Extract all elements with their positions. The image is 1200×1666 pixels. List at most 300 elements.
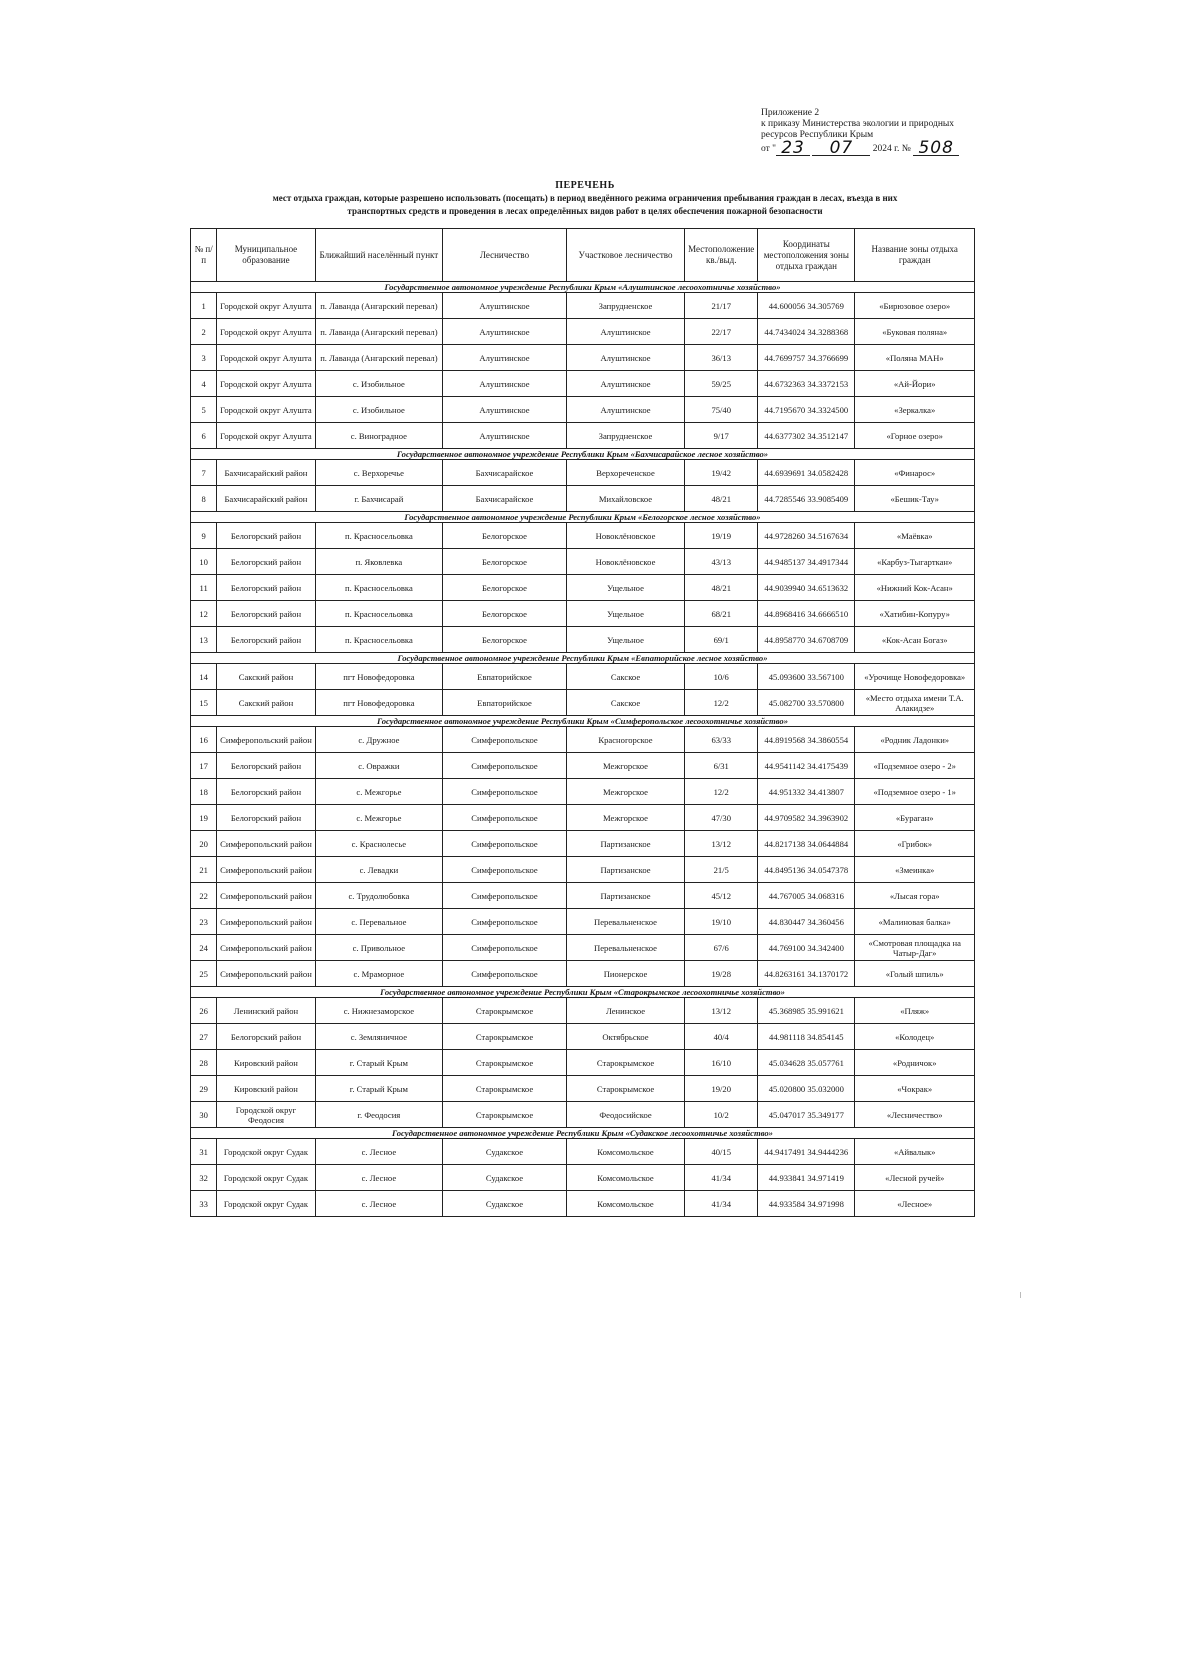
cell-zone-name: «Змеинка»	[855, 857, 975, 883]
cell-num: 9	[191, 523, 217, 549]
cell-forestry: Судакское	[443, 1191, 567, 1217]
section-header-row	[191, 449, 975, 460]
cell-location: 19/20	[685, 1076, 758, 1102]
cell-forestry: Симферопольское	[443, 961, 567, 987]
cell-zone-name: «Подземное озеро - 1»	[855, 779, 975, 805]
table-row	[191, 1102, 975, 1128]
table-row	[191, 549, 975, 575]
table-header-row	[191, 229, 975, 282]
cell-location: 68/21	[685, 601, 758, 627]
cell-forestry: Старокрымское	[443, 1024, 567, 1050]
table-row	[191, 883, 975, 909]
cell-forestry: Белогорское	[443, 575, 567, 601]
title-heading: ПЕРЕЧЕНЬ	[555, 180, 615, 191]
cell-coords: 44.8958770 34.6708709	[758, 627, 855, 653]
cell-num: 12	[191, 601, 217, 627]
cell-district-forestry: Межгорское	[566, 805, 685, 831]
cell-zone-name: «Голый шпиль»	[855, 961, 975, 987]
cell-forestry: Симферопольское	[443, 857, 567, 883]
cell-municipality: Городской округ Алушта	[217, 345, 315, 371]
table-row	[191, 319, 975, 345]
cell-municipality: Симферопольский район	[217, 831, 315, 857]
title-subtitle-line2: транспортных средств и проведения в лесах определённых видов работ в целях обеспечения пожарной безопасности	[347, 206, 823, 216]
title-subtitle-line1: мест отдыха граждан, которые разрешено использовать (посещать) в период введённого режима ограничения пребывания граждан в лесах, въезда в них	[272, 193, 898, 203]
cell-num: 18	[191, 779, 217, 805]
cell-num: 4	[191, 371, 217, 397]
cell-coords: 44.9039940 34.6513632	[758, 575, 855, 601]
table-row	[191, 831, 975, 857]
section-organization: Государственное автономное учреждение Республики Крым «Симферопольское лесоохотничье хозяйство»	[191, 716, 975, 727]
cell-zone-name: «Родник Ладонки»	[855, 727, 975, 753]
cell-settlement: с. Верхоречье	[315, 460, 443, 486]
cell-district-forestry: Перевальненское	[566, 935, 685, 961]
cell-district-forestry: Запрудненское	[566, 423, 685, 449]
cell-settlement: с. Краснолесье	[315, 831, 443, 857]
cell-coords: 44.6939691 34.0582428	[758, 460, 855, 486]
cell-forestry: Старокрымское	[443, 1102, 567, 1128]
cell-municipality: Городской округ Феодосия	[217, 1102, 315, 1128]
cell-forestry: Симферопольское	[443, 779, 567, 805]
cell-coords: 44.9485137 34.4917344	[758, 549, 855, 575]
cell-location: 19/19	[685, 523, 758, 549]
cell-district-forestry: Старокрымское	[566, 1050, 685, 1076]
cell-municipality: Городской округ Алушта	[217, 371, 315, 397]
cell-location: 40/15	[685, 1139, 758, 1165]
cell-forestry: Белогорское	[443, 601, 567, 627]
cell-location: 13/12	[685, 831, 758, 857]
cell-district-forestry: Ущельное	[566, 575, 685, 601]
cell-zone-name: «Подземное озеро - 2»	[855, 753, 975, 779]
cell-forestry: Алуштинское	[443, 319, 567, 345]
cell-municipality: Белогорский район	[217, 805, 315, 831]
cell-district-forestry: Ущельное	[566, 601, 685, 627]
cell-forestry: Судакское	[443, 1139, 567, 1165]
table-row	[191, 1191, 975, 1217]
cell-num: 28	[191, 1050, 217, 1076]
cell-settlement: с. Нижнезаморское	[315, 998, 443, 1024]
cell-coords: 45.047017 35.349177	[758, 1102, 855, 1128]
cell-district-forestry: Комсомольское	[566, 1191, 685, 1217]
cell-num: 30	[191, 1102, 217, 1128]
table-row	[191, 1076, 975, 1102]
cell-location: 9/17	[685, 423, 758, 449]
cell-zone-name: «Чокрак»	[855, 1076, 975, 1102]
date-prefix: от "	[761, 144, 777, 154]
cell-municipality: Белогорский район	[217, 523, 315, 549]
cell-municipality: Городской округ Судак	[217, 1191, 315, 1217]
scan-mark	[1020, 1292, 1021, 1298]
cell-zone-name: «Хатибин-Копуру»	[855, 601, 975, 627]
cell-location: 19/28	[685, 961, 758, 987]
cell-location: 75/40	[685, 397, 758, 423]
cell-location: 63/33	[685, 727, 758, 753]
section-header-row	[191, 653, 975, 664]
header-municipality: Муниципальное образование	[217, 229, 315, 282]
cell-forestry: Симферопольское	[443, 727, 567, 753]
handwritten-order-number: 508	[918, 138, 954, 158]
cell-coords: 45.082700 33.570800	[758, 690, 855, 716]
cell-municipality: Белогорский район	[217, 779, 315, 805]
cell-zone-name: «Родничок»	[855, 1050, 975, 1076]
cell-zone-name: «Финарос»	[855, 460, 975, 486]
cell-settlement: п. Красносельовка	[315, 523, 443, 549]
cell-settlement: с. Изобильное	[315, 371, 443, 397]
cell-num: 16	[191, 727, 217, 753]
cell-municipality: Симферопольский район	[217, 935, 315, 961]
cell-location: 47/30	[685, 805, 758, 831]
appendix-ministry: ресурсов Республики Крым	[761, 130, 874, 140]
cell-settlement: пгт Новофедоровка	[315, 664, 443, 690]
cell-forestry: Симферопольское	[443, 883, 567, 909]
cell-num: 6	[191, 423, 217, 449]
cell-forestry: Симферопольское	[443, 805, 567, 831]
cell-coords: 44.933841 34.971419	[758, 1165, 855, 1191]
cell-zone-name: «Бирюзовое озеро»	[855, 293, 975, 319]
cell-settlement: г. Феодосия	[315, 1102, 443, 1128]
table-row	[191, 371, 975, 397]
cell-municipality: Белогорский район	[217, 1024, 315, 1050]
cell-district-forestry: Михайловское	[566, 486, 685, 512]
cell-zone-name: «Нижний Кок-Асан»	[855, 575, 975, 601]
cell-municipality: Симферопольский район	[217, 883, 315, 909]
cell-num: 10	[191, 549, 217, 575]
table-row	[191, 423, 975, 449]
cell-location: 19/42	[685, 460, 758, 486]
cell-num: 22	[191, 883, 217, 909]
cell-forestry: Судакское	[443, 1165, 567, 1191]
cell-num: 17	[191, 753, 217, 779]
cell-district-forestry: Алуштинское	[566, 371, 685, 397]
cell-forestry: Алуштинское	[443, 345, 567, 371]
cell-settlement: с. Овражки	[315, 753, 443, 779]
cell-district-forestry: Комсомольское	[566, 1139, 685, 1165]
cell-coords: 45.020800 35.032000	[758, 1076, 855, 1102]
cell-coords: 44.7699757 34.3766699	[758, 345, 855, 371]
cell-municipality: Белогорский район	[217, 753, 315, 779]
cell-settlement: г. Старый Крым	[315, 1076, 443, 1102]
section-header-row	[191, 282, 975, 293]
cell-coords: 44.8217138 34.0644884	[758, 831, 855, 857]
cell-coords: 44.600056 34.305769	[758, 293, 855, 319]
cell-coords: 44.6732363 34.3372153	[758, 371, 855, 397]
cell-municipality: Городской округ Судак	[217, 1165, 315, 1191]
table-row	[191, 935, 975, 961]
cell-settlement: с. Мраморное	[315, 961, 443, 987]
header-num: № п/п	[191, 229, 217, 282]
cell-settlement: п. Красносельовка	[315, 601, 443, 627]
cell-coords: 44.9709582 34.3963902	[758, 805, 855, 831]
cell-municipality: Симферопольский район	[217, 909, 315, 935]
cell-zone-name: «Грибок»	[855, 831, 975, 857]
cell-district-forestry: Сакское	[566, 664, 685, 690]
table-row	[191, 1024, 975, 1050]
cell-settlement: п. Красносельовка	[315, 627, 443, 653]
cell-settlement: с. Лесное	[315, 1165, 443, 1191]
cell-location: 59/25	[685, 371, 758, 397]
cell-settlement: п. Лаванда (Ангарский перевал)	[315, 345, 443, 371]
cell-coords: 45.034628 35.057761	[758, 1050, 855, 1076]
cell-coords: 44.9728260 34.5167634	[758, 523, 855, 549]
table-row	[191, 1050, 975, 1076]
cell-zone-name: «Лесничество»	[855, 1102, 975, 1128]
cell-coords: 44.981118 34.854145	[758, 1024, 855, 1050]
cell-municipality: Белогорский район	[217, 549, 315, 575]
cell-district-forestry: Сакское	[566, 690, 685, 716]
cell-municipality: Сакский район	[217, 690, 315, 716]
cell-location: 10/6	[685, 664, 758, 690]
cell-location: 16/10	[685, 1050, 758, 1076]
cell-num: 24	[191, 935, 217, 961]
cell-municipality: Городской округ Алушта	[217, 293, 315, 319]
cell-num: 11	[191, 575, 217, 601]
cell-zone-name: «Лесной ручей»	[855, 1165, 975, 1191]
cell-zone-name: «Лысая гора»	[855, 883, 975, 909]
cell-zone-name: «Малиновая балка»	[855, 909, 975, 935]
table-row	[191, 779, 975, 805]
cell-district-forestry: Партизанское	[566, 831, 685, 857]
cell-settlement: п. Красносельовка	[315, 575, 443, 601]
cell-coords: 44.7285546 33.9085409	[758, 486, 855, 512]
section-organization: Государственное автономное учреждение Республики Крым «Евпаторийское лесное хозяйство»	[191, 653, 975, 664]
table-row	[191, 690, 975, 716]
cell-district-forestry: Ленинское	[566, 998, 685, 1024]
cell-num: 23	[191, 909, 217, 935]
cell-zone-name: «Горное озеро»	[855, 423, 975, 449]
table-row	[191, 575, 975, 601]
cell-forestry: Симферопольское	[443, 909, 567, 935]
section-organization: Государственное автономное учреждение Республики Крым «Бахчисарайское лесное хозяйство»	[191, 449, 975, 460]
table-row	[191, 397, 975, 423]
cell-district-forestry: Феодосийское	[566, 1102, 685, 1128]
cell-settlement: с. Привольное	[315, 935, 443, 961]
cell-zone-name: «Зеркалка»	[855, 397, 975, 423]
table-body	[191, 282, 975, 1217]
cell-zone-name: «Смотровая площадка на Чатыр-Даг»	[855, 935, 975, 961]
cell-forestry: Симферопольское	[443, 831, 567, 857]
cell-forestry: Алуштинское	[443, 423, 567, 449]
section-organization: Государственное автономное учреждение Республики Крым «Старокрымское лесоохотничье хозяйство»	[191, 987, 975, 998]
cell-district-forestry: Комсомольское	[566, 1165, 685, 1191]
cell-location: 36/13	[685, 345, 758, 371]
cell-num: 13	[191, 627, 217, 653]
cell-settlement: п. Яковлевка	[315, 549, 443, 575]
cell-num: 29	[191, 1076, 217, 1102]
appendix-title: Приложение 2	[761, 108, 820, 118]
cell-num: 27	[191, 1024, 217, 1050]
cell-district-forestry: Алуштинское	[566, 319, 685, 345]
cell-settlement: с. Виноградное	[315, 423, 443, 449]
cell-forestry: Алуштинское	[443, 293, 567, 319]
cell-settlement: с. Трудолюбовка	[315, 883, 443, 909]
cell-district-forestry: Октябрьское	[566, 1024, 685, 1050]
table-row	[191, 664, 975, 690]
cell-location: 45/12	[685, 883, 758, 909]
cell-coords: 44.767005 34.068316	[758, 883, 855, 909]
cell-coords: 44.8495136 34.0547378	[758, 857, 855, 883]
cell-municipality: Городской округ Алушта	[217, 423, 315, 449]
cell-forestry: Белогорское	[443, 549, 567, 575]
cell-settlement: с. Левадки	[315, 857, 443, 883]
order-date-line	[761, 138, 991, 158]
table-row	[191, 753, 975, 779]
cell-municipality: Бахчисарайский район	[217, 460, 315, 486]
header-zone-name: Название зоны отдыха граждан	[855, 229, 975, 282]
cell-municipality: Ленинский район	[217, 998, 315, 1024]
appendix-note	[761, 108, 991, 157]
cell-forestry: Бахчисарайское	[443, 460, 567, 486]
cell-location: 19/10	[685, 909, 758, 935]
table-row	[191, 627, 975, 653]
cell-location: 12/2	[685, 690, 758, 716]
cell-district-forestry: Межгорское	[566, 779, 685, 805]
table-row	[191, 998, 975, 1024]
section-header-row	[191, 987, 975, 998]
cell-zone-name: «Пляж»	[855, 998, 975, 1024]
cell-district-forestry: Новоклёновское	[566, 549, 685, 575]
cell-district-forestry: Межгорское	[566, 753, 685, 779]
date-year-number: 2024 г. №	[872, 144, 911, 154]
cell-coords: 44.8968416 34.6666510	[758, 601, 855, 627]
cell-municipality: Сакский район	[217, 664, 315, 690]
cell-district-forestry: Партизанское	[566, 883, 685, 909]
cell-district-forestry: Алуштинское	[566, 345, 685, 371]
cell-settlement: г. Бахчисарай	[315, 486, 443, 512]
cell-municipality: Кировский район	[217, 1076, 315, 1102]
cell-coords: 45.368985 35.991621	[758, 998, 855, 1024]
cell-settlement: с. Дружное	[315, 727, 443, 753]
cell-settlement: пгт Новофедоровка	[315, 690, 443, 716]
cell-zone-name: «Ай-Йори»	[855, 371, 975, 397]
cell-municipality: Белогорский район	[217, 601, 315, 627]
cell-settlement: с. Перевальное	[315, 909, 443, 935]
cell-location: 21/17	[685, 293, 758, 319]
table-row	[191, 486, 975, 512]
cell-num: 25	[191, 961, 217, 987]
cell-zone-name: «Место отдыха имени Т.А. Алакидзе»	[855, 690, 975, 716]
cell-location: 43/13	[685, 549, 758, 575]
section-header-row	[191, 512, 975, 523]
cell-district-forestry: Ущельное	[566, 627, 685, 653]
cell-forestry: Евпаторийское	[443, 690, 567, 716]
cell-location: 10/2	[685, 1102, 758, 1128]
cell-location: 67/6	[685, 935, 758, 961]
cell-district-forestry: Красногорское	[566, 727, 685, 753]
cell-num: 14	[191, 664, 217, 690]
cell-municipality: Белогорский район	[217, 575, 315, 601]
cell-settlement: п. Лаванда (Ангарский перевал)	[315, 319, 443, 345]
cell-coords: 44.769100 34.342400	[758, 935, 855, 961]
table-row	[191, 805, 975, 831]
cell-district-forestry: Запрудненское	[566, 293, 685, 319]
cell-forestry: Алуштинское	[443, 371, 567, 397]
handwritten-day: 23	[781, 138, 805, 158]
table-row	[191, 857, 975, 883]
cell-coords: 44.7195670 34.3324500	[758, 397, 855, 423]
cell-settlement: г. Старый Крым	[315, 1050, 443, 1076]
table-row	[191, 1165, 975, 1191]
cell-zone-name: «Урочище Новофедоровка»	[855, 664, 975, 690]
cell-settlement: с. Изобильное	[315, 397, 443, 423]
cell-coords: 44.7434024 34.3288368	[758, 319, 855, 345]
cell-municipality: Бахчисарайский район	[217, 486, 315, 512]
table-row	[191, 345, 975, 371]
section-organization: Государственное автономное учреждение Республики Крым «Судакское лесоохотничье хозяйство»	[191, 1128, 975, 1139]
table-row	[191, 293, 975, 319]
cell-coords: 44.8263161 34.1370172	[758, 961, 855, 987]
cell-district-forestry: Старокрымское	[566, 1076, 685, 1102]
cell-forestry: Белогорское	[443, 523, 567, 549]
recreation-zones-table	[190, 228, 975, 1217]
cell-location: 6/31	[685, 753, 758, 779]
cell-forestry: Старокрымское	[443, 1050, 567, 1076]
section-header-row	[191, 1128, 975, 1139]
cell-municipality: Белогорский район	[217, 627, 315, 653]
cell-coords: 44.951332 34.413807	[758, 779, 855, 805]
cell-num: 20	[191, 831, 217, 857]
cell-settlement: с. Лесное	[315, 1191, 443, 1217]
table-row	[191, 601, 975, 627]
cell-zone-name: «Карбуз-Тыгарткан»	[855, 549, 975, 575]
cell-zone-name: «Бураган»	[855, 805, 975, 831]
cell-municipality: Симферопольский район	[217, 857, 315, 883]
appendix-order-ref: к приказу Министерства экологии и природных	[761, 119, 955, 129]
cell-location: 21/5	[685, 857, 758, 883]
cell-district-forestry: Новоклёновское	[566, 523, 685, 549]
cell-district-forestry: Пионерское	[566, 961, 685, 987]
table-row	[191, 523, 975, 549]
cell-coords: 44.933584 34.971998	[758, 1191, 855, 1217]
header-settlement: Ближайший населённый пункт	[315, 229, 443, 282]
cell-num: 32	[191, 1165, 217, 1191]
cell-forestry: Алуштинское	[443, 397, 567, 423]
cell-num: 31	[191, 1139, 217, 1165]
cell-forestry: Старокрымское	[443, 998, 567, 1024]
cell-coords: 45.093600 33.567100	[758, 664, 855, 690]
cell-forestry: Белогорское	[443, 627, 567, 653]
cell-coords: 44.9541142 34.4175439	[758, 753, 855, 779]
table-row	[191, 460, 975, 486]
header-location: Местоположение кв./выд.	[685, 229, 758, 282]
cell-num: 2	[191, 319, 217, 345]
handwritten-month: 07	[829, 138, 854, 158]
cell-municipality: Симферопольский район	[217, 961, 315, 987]
cell-zone-name: «Колодец»	[855, 1024, 975, 1050]
cell-municipality: Симферопольский район	[217, 727, 315, 753]
cell-district-forestry: Верхореченское	[566, 460, 685, 486]
cell-num: 8	[191, 486, 217, 512]
cell-district-forestry: Перевальненское	[566, 909, 685, 935]
cell-num: 3	[191, 345, 217, 371]
document-title	[190, 180, 980, 217]
cell-forestry: Старокрымское	[443, 1076, 567, 1102]
cell-location: 41/34	[685, 1165, 758, 1191]
cell-coords: 44.6377302 34.3512147	[758, 423, 855, 449]
cell-zone-name: «Кок-Асан Богаз»	[855, 627, 975, 653]
cell-settlement: с. Лесное	[315, 1139, 443, 1165]
cell-num: 5	[191, 397, 217, 423]
cell-zone-name: «Маёвка»	[855, 523, 975, 549]
cell-coords: 44.8919568 34.3860554	[758, 727, 855, 753]
cell-settlement: с. Земляничное	[315, 1024, 443, 1050]
section-organization: Государственное автономное учреждение Республики Крым «Белогорское лесное хозяйство»	[191, 512, 975, 523]
cell-num: 19	[191, 805, 217, 831]
cell-location: 48/21	[685, 575, 758, 601]
cell-settlement: п. Лаванда (Ангарский перевал)	[315, 293, 443, 319]
cell-zone-name: «Буковая поляна»	[855, 319, 975, 345]
cell-forestry: Симферопольское	[443, 935, 567, 961]
cell-zone-name: «Бешик-Тау»	[855, 486, 975, 512]
cell-forestry: Симферопольское	[443, 753, 567, 779]
